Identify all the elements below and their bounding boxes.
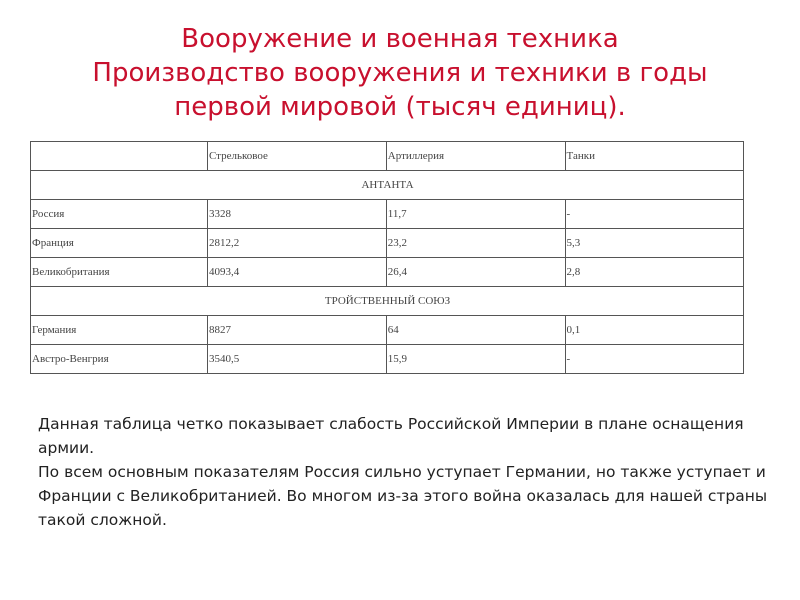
country-cell: Великобритания [31, 258, 208, 287]
country-cell: Россия [31, 200, 208, 229]
group-label: ТРОЙСТВЕННЫЙ СОЮЗ [31, 287, 744, 316]
value-cell: 3540,5 [207, 345, 386, 374]
value-cell: - [565, 200, 743, 229]
header-cell: Танки [565, 142, 743, 171]
header-cell [31, 142, 208, 171]
production-table [30, 141, 744, 374]
table-row [31, 316, 744, 345]
value-cell: 4093,4 [207, 258, 386, 287]
value-cell: 15,9 [386, 345, 565, 374]
group-row [31, 171, 744, 200]
title-line: Производство вооружения и техники в годы [92, 58, 708, 88]
value-cell: 64 [386, 316, 565, 345]
value-cell: 2,8 [565, 258, 743, 287]
value-cell: 3328 [207, 200, 386, 229]
conclusion-paragraph: По всем основным показателям Россия сильно уступает Германии, но также уступает и Франции с Великобританией. Во многом из-за этого война оказалась для нашей страны такой сложной. [38, 463, 768, 529]
title-line: Вооружение и военная техника [181, 24, 619, 54]
value-cell: 2812,2 [207, 229, 386, 258]
table-row [31, 345, 744, 374]
value-cell: - [565, 345, 743, 374]
group-row [31, 287, 744, 316]
header-cell: Стрельковое [207, 142, 386, 171]
title-line: первой мировой (тысяч единиц). [174, 92, 626, 122]
header-cell: Артиллерия [386, 142, 565, 171]
value-cell: 26,4 [386, 258, 565, 287]
value-cell: 8827 [207, 316, 386, 345]
table-header-row [31, 142, 744, 171]
country-cell: Германия [31, 316, 208, 345]
conclusion-text [38, 412, 778, 532]
slide-title [0, 22, 800, 124]
value-cell: 11,7 [386, 200, 565, 229]
table-row [31, 229, 744, 258]
conclusion-paragraph: Данная таблица четко показывает слабость Российской Империи в плане оснащения армии. [38, 415, 744, 457]
table-row [31, 200, 744, 229]
value-cell: 23,2 [386, 229, 565, 258]
country-cell: Франция [31, 229, 208, 258]
group-label: АНТАНТА [31, 171, 744, 200]
value-cell: 5,3 [565, 229, 743, 258]
value-cell: 0,1 [565, 316, 743, 345]
country-cell: Австро-Венгрия [31, 345, 208, 374]
table-row [31, 258, 744, 287]
